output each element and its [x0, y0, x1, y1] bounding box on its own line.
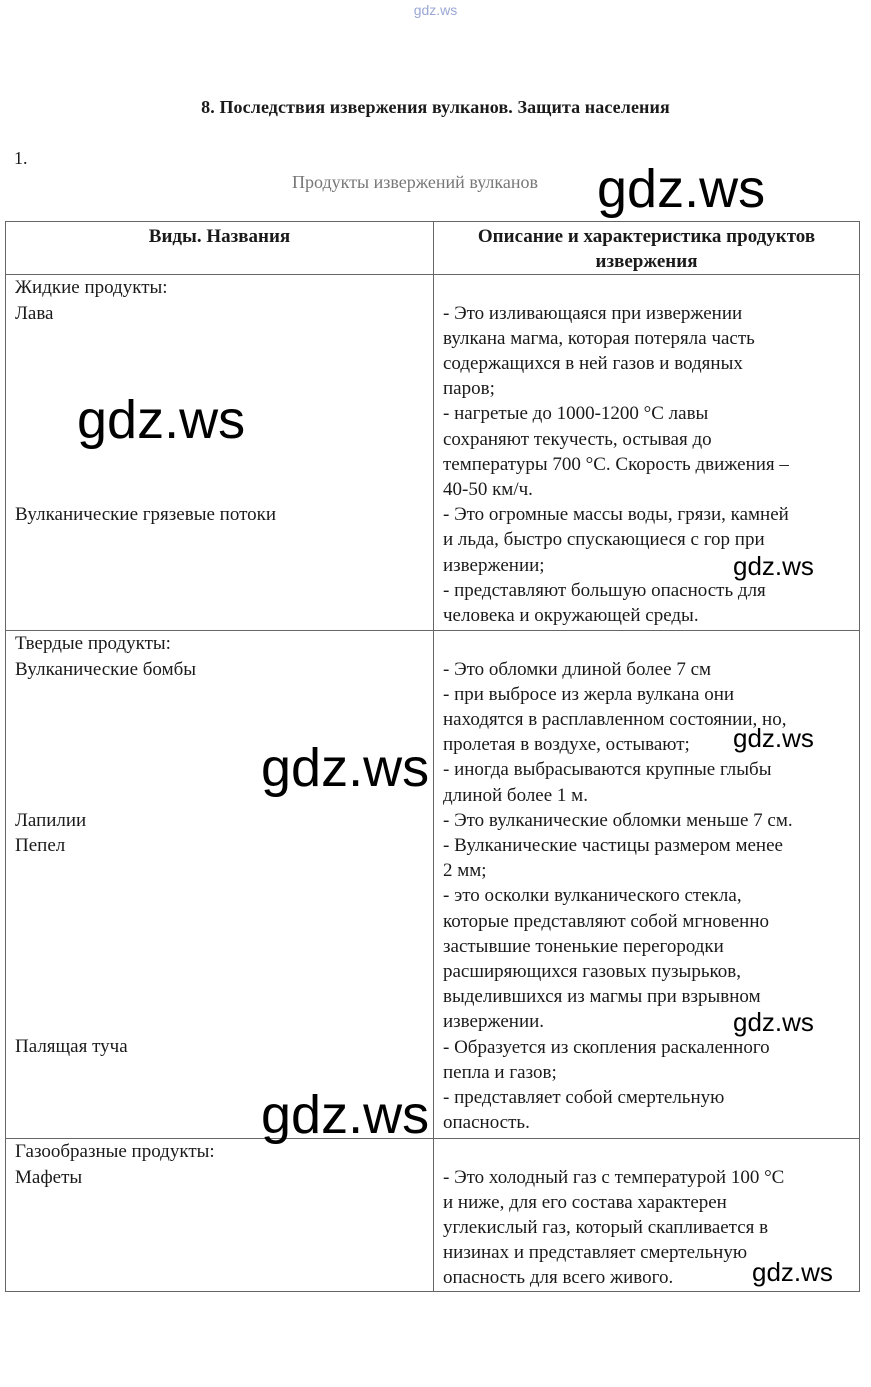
- blank-line: [15, 326, 427, 351]
- description-line: выделившихся из магмы при взрывном: [443, 986, 761, 1008]
- watermark-8: gdz.ws: [752, 1257, 833, 1287]
- description-line: - представляют большую опасность для: [443, 579, 766, 601]
- watermark-5: gdz.ws: [261, 738, 430, 798]
- blank-line: [15, 682, 427, 707]
- watermark-3: gdz.ws: [733, 551, 814, 581]
- solid-description-cell: [434, 631, 860, 1139]
- table-caption: Продукты извержений вулканов: [292, 172, 538, 192]
- description-line: сохраняют текучесть, остывая до: [443, 428, 712, 450]
- blank-line: [15, 1009, 427, 1034]
- description-line: застывшие тоненькие перегородки: [443, 935, 724, 957]
- blank-line: [15, 351, 427, 376]
- description-line: - Это холодный газ с температурой 100 °С: [443, 1166, 785, 1188]
- product-name-line: Лапилии: [15, 809, 87, 831]
- blank-line: [15, 909, 427, 934]
- product-name-line: Пепел: [15, 834, 66, 856]
- watermark-4: gdz.ws: [733, 723, 814, 753]
- watermark-1: gdz.ws: [597, 159, 766, 219]
- description-line: извержении;: [443, 554, 545, 576]
- product-name-line: Лава: [15, 302, 54, 324]
- product-name-line: Палящая туча: [15, 1036, 128, 1058]
- description-line: человека и окружающей среды.: [443, 605, 699, 627]
- description-line: - при выбросе из жерла вулкана они: [443, 683, 735, 705]
- watermark-7: gdz.ws: [261, 1085, 430, 1145]
- blank-line: [15, 858, 427, 883]
- description-line: - Вулканические частицы размером менее: [443, 835, 783, 857]
- blank-line: [15, 984, 427, 1009]
- description-line: и льда, быстро спускающиеся с гор при: [443, 529, 765, 551]
- description-line: - это осколки вулканического стекла,: [443, 885, 742, 907]
- description-line: 40-50 км/ч.: [443, 479, 533, 501]
- gas-names-cell: [6, 1139, 434, 1291]
- liquid-names-cell: [6, 275, 434, 631]
- description-line: углекислый газ, который скапливается в: [443, 1217, 769, 1238]
- table-row-solid: [6, 631, 860, 1139]
- description-line: - Это обломки длиной более 7 см: [443, 658, 712, 680]
- description-line: пролетая в воздухе, остывают;: [443, 734, 690, 756]
- description-line: опасность для всего живого.: [443, 1267, 674, 1289]
- product-name-line: Мафеты: [15, 1166, 83, 1188]
- description-line: паров;: [443, 378, 495, 400]
- solid-names-cell: [6, 631, 434, 1139]
- blank-line: [15, 934, 427, 959]
- page-title: 8. Последствия извержения вулканов. Защита населения: [201, 97, 670, 117]
- watermark-2: gdz.ws: [77, 390, 246, 450]
- description-line: опасность.: [443, 1112, 530, 1134]
- blank-line: [15, 959, 427, 984]
- blank-line: [15, 477, 427, 502]
- description-line: извержении.: [443, 1011, 545, 1033]
- table-header-row: [6, 222, 860, 275]
- description-line: длиной более 1 м.: [443, 784, 588, 806]
- description-line: - Это изливающаяся при извержении: [443, 302, 743, 324]
- description-line: 2 мм;: [443, 860, 487, 882]
- task-number: 1.: [14, 148, 28, 168]
- description-line: - иногда выбрасываются крупные глыбы: [443, 759, 772, 781]
- header-types: Виды. Названия: [6, 222, 434, 275]
- table-row-gas: [6, 1139, 860, 1291]
- products-table: [5, 221, 860, 1292]
- description-line: расширяющихся газовых пузырьков,: [443, 961, 741, 983]
- description-line: и ниже, для его состава характерен: [443, 1191, 727, 1213]
- product-name-line: Жидкие продукты:: [15, 277, 168, 299]
- table-row-liquid: [6, 275, 860, 631]
- blank-line: [15, 883, 427, 908]
- description-line: вулкана магма, которая потеряла часть: [443, 327, 755, 349]
- product-name-line: Твердые продукты:: [15, 633, 171, 655]
- description-line: - Это вулканические обломки меньше 7 см.: [443, 809, 793, 831]
- description-line: - нагретые до 1000-1200 °С лавы: [443, 403, 709, 425]
- description-line: низинах и представляет смертельную: [443, 1242, 748, 1264]
- blank-line: [15, 707, 427, 732]
- blank-line: [443, 1139, 853, 1164]
- description-line: - Это огромные массы воды, грязи, камней: [443, 504, 789, 526]
- description-line: - Образуется из скопления раскаленного: [443, 1036, 770, 1058]
- header-description: Описание и характеристика продуктов извержения: [434, 222, 860, 275]
- blank-line: [443, 631, 853, 656]
- blank-line: [15, 452, 427, 477]
- description-line: содержащихся в ней газов и водяных: [443, 353, 743, 374]
- top-watermark: gdz.ws: [413, 2, 458, 18]
- blank-line: [443, 275, 853, 300]
- description-line: - представляет собой смертельную: [443, 1087, 725, 1109]
- description-line: находятся в расплавленном состоянии, но,: [443, 709, 787, 730]
- product-name-line: Вулканические бомбы: [15, 658, 197, 680]
- description-line: которые представляют собой мгновенно: [443, 910, 770, 932]
- description-line: температуры 700 °С. Скорость движения –: [443, 453, 789, 475]
- description-line: пепла и газов;: [443, 1061, 557, 1083]
- watermark-6: gdz.ws: [733, 1007, 814, 1037]
- product-name-line: Газообразные продукты:: [15, 1141, 215, 1163]
- product-name-line: Вулканические грязевые потоки: [15, 504, 277, 526]
